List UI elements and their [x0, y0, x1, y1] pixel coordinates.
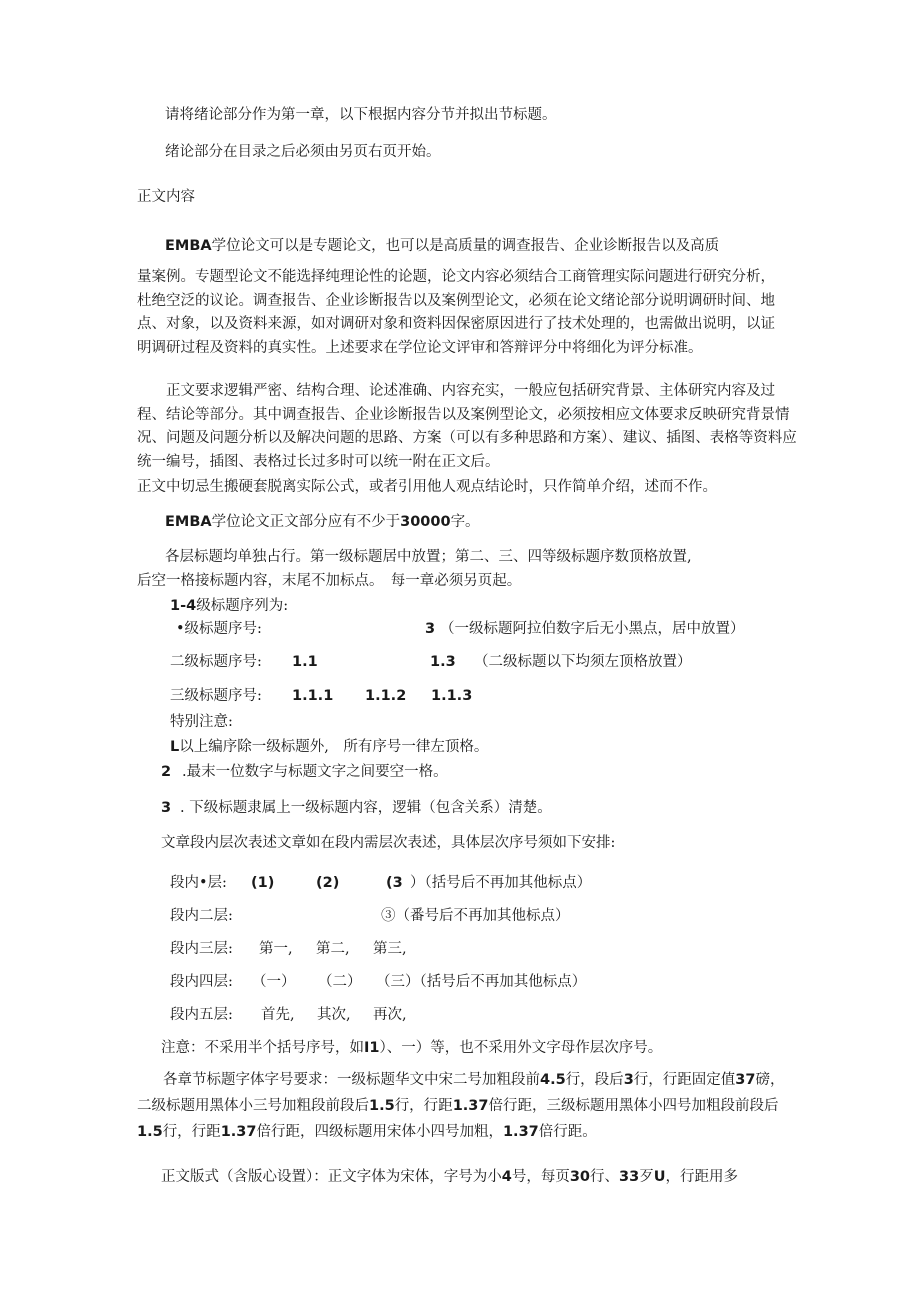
- font-requirements: [137, 1067, 792, 1145]
- font-req-text-5: 行，行距: [394, 1098, 453, 1114]
- font-req-num-7: 1.37: [220, 1124, 257, 1140]
- level3-label: 三级标题序号:: [170, 688, 262, 704]
- font-req-num-1: 4.5: [540, 1072, 566, 1088]
- font-req-text-3: 行，行距固定值: [633, 1072, 736, 1088]
- font-req-num-3: 37: [735, 1072, 756, 1088]
- layout-req-text-4: 歹: [639, 1169, 654, 1185]
- para-level-5-a: 首先,: [261, 1007, 295, 1023]
- para-level-3-b: 第二,: [316, 941, 350, 957]
- para-level-1-b: (2): [316, 875, 340, 891]
- layout-req-text-2: 号，每页: [511, 1169, 570, 1185]
- font-req-num-6: 1.5: [137, 1124, 163, 1140]
- font-req-text-1: 各章节标题字体字号要求：一级标题华文中宋二号加粗段前: [163, 1072, 540, 1088]
- layout-requirements: [161, 1168, 738, 1186]
- layout-req-num-4: U: [653, 1169, 666, 1185]
- font-req-text-9: 倍行距。: [538, 1124, 597, 1140]
- emba-label-2: EMBA: [165, 514, 212, 530]
- para-level-1-a: (1): [251, 875, 275, 891]
- special-note-2-text: .最末一位数字与标题文字之间要空一格。: [182, 764, 448, 780]
- font-req-text-7: 行，行距: [162, 1124, 221, 1140]
- layout-req-num-3: 33: [619, 1169, 640, 1185]
- para3-body: 正文中切忌生搬硬套脱离实际公式，或者引用他人观点结论时，只作简单介绍，述而不作。: [137, 479, 717, 495]
- para4-number: 30000: [400, 514, 451, 530]
- note-post: ）、一）等，也不采用外文字母作层次序号。: [379, 1040, 663, 1056]
- para-level-1-c-note: ）（括号后不再加其他标点）: [410, 875, 592, 891]
- para-level-4-label: 段内四层:: [170, 974, 233, 990]
- intro-line-2: 绪论部分在目录之后必须由另页右页开始。: [165, 144, 441, 160]
- heading-seq-title-text: 级标题序列为:: [196, 598, 289, 614]
- layout-req-text-1: 正文版式（含版心设置）：正文字体为宋体，字号为小: [161, 1169, 502, 1185]
- note-line: [161, 1039, 662, 1057]
- special-note-3-text: . 下级标题隶属上一级标题内容，逻辑（包含关系）清楚。: [180, 800, 552, 816]
- font-req-num-2: 3: [623, 1072, 634, 1088]
- level1-label: •级标题序号:: [176, 621, 262, 637]
- note-bold-1: I: [364, 1040, 370, 1056]
- para-level-3-a: 第一,: [259, 941, 293, 957]
- section-title: 正文内容: [137, 189, 195, 205]
- level3-number-a: 1.1.1: [292, 688, 334, 704]
- note-bold-2: 1: [369, 1040, 380, 1056]
- font-req-num-4: 1.5: [369, 1098, 395, 1114]
- para1-first-text: 学位论文可以是专题论文，也可以是高质量的调查报告、企业诊断报告以及高质: [211, 238, 720, 254]
- para-level-2-text: ③（番号后不再加其他标点）: [381, 908, 570, 924]
- font-req-text-4: 磅，二级标题用黑体小三号加粗段前段后: [137, 1072, 785, 1114]
- para2-body: 正文要求逻辑严密、结构合理、论述准确、内容充实，一般应包括研究背景、主体研究内容及过程、结论等部分。其中调查报告、企业诊断报告以及案例型论文，必须按相应文体要求反映研究背景情况、问题及问题分析以及解决问题的思路、方案（可以有多种思路和方案）、建议、插图、表格等资料应统一编号，插图、表格过长过多时可以统一附在正文后。: [137, 383, 797, 470]
- level2-note: （二级标题以下均须左顶格放置）: [474, 654, 692, 670]
- para1-first-line: [165, 237, 719, 255]
- para-level-3-c: 第三,: [373, 941, 407, 957]
- special-note-title: 特别注意:: [170, 714, 233, 730]
- para4-mid: 学位论文正文部分应有不少于: [211, 514, 401, 530]
- font-req-num-5: 1.37: [452, 1098, 489, 1114]
- font-req-text-2: 行，段后: [565, 1072, 624, 1088]
- para-level-5-b: 其次,: [317, 1007, 351, 1023]
- level1-note: （一级标题阿拉伯数字后无小黑点，居中放置）: [440, 621, 745, 637]
- layout-req-text-3: 行、: [590, 1169, 620, 1185]
- heading-seq-title: [170, 597, 288, 615]
- para-levels-intro: 文章段内层次表述文章如在段内需层次表述，具体层次序号须如下安排:: [161, 835, 616, 851]
- level2-number-b: 1.3: [430, 654, 456, 670]
- para-level-1-c-number: (3: [386, 875, 403, 891]
- note-pre: 注意：不采用半个括号序号，如: [161, 1040, 364, 1056]
- para-level-3-label: 段内三层:: [170, 941, 233, 957]
- font-req-text-8: 倍行距，四级标题用宋体小四号加粗，: [256, 1124, 503, 1140]
- para-level-1-label: 段内•层:: [170, 875, 227, 891]
- font-req-num-8: 1.37: [502, 1124, 539, 1140]
- para-level-4-b: （二）: [318, 974, 362, 990]
- layout-req-num-1: 4: [501, 1169, 512, 1185]
- para4-end: 字。: [450, 514, 480, 530]
- font-req-text-6: 倍行距，三级标题用黑体小四号加粗段前段后: [488, 1098, 779, 1114]
- layout-req-num-2: 30: [569, 1169, 591, 1185]
- para5-line-1: 各层标题均单独占行。第一级标题居中放置；第二、三、四等级标题序数顶格放置,: [165, 549, 692, 565]
- para1-body: 量案例。专题型论文不能选择纯理论性的论题，论文内容必须结合工商管理实际问题进行研究分析，杜绝空泛的议论。调查报告、企业诊断报告以及案例型论文，必须在论文绪论部分说明调研时间、地点、对象，以及资料来源，如对调研对象和资料因保密原因进行了技术处理的，也需做出说明，以证明调研过程及资料的真实性。上述要求在学位论文评审和答辩评分中将细化为评分标准。: [137, 269, 775, 356]
- intro-line-1: 请将绪论部分作为第一章，以下根据内容分节并拟出节标题。: [165, 107, 557, 123]
- para-level-5-label: 段内五层:: [170, 1007, 233, 1023]
- emba-label: EMBA: [165, 238, 212, 254]
- level2-label: 二级标题序号:: [170, 654, 262, 670]
- special-note-1-text: 以上编序除一级标题外, 所有序号一律左顶格。: [179, 739, 489, 755]
- level1-number: 3: [425, 621, 436, 637]
- para-level-4-c: （三）（括号后不再加其他标点）: [376, 974, 587, 990]
- para4-body: [165, 513, 480, 531]
- heading-seq-range: 1-4: [170, 598, 197, 614]
- level3-number-b: 1.1.2: [365, 688, 407, 704]
- para-level-4-a: （一）: [252, 974, 296, 990]
- para-level-2-label: 段内二层:: [170, 908, 233, 924]
- special-note-1: [170, 738, 488, 756]
- level3-number-c: 1.1.3: [431, 688, 473, 704]
- special-note-2-number: 2: [161, 764, 172, 780]
- layout-req-text-5: ，行距用多: [665, 1169, 738, 1185]
- para-level-5-c: 再次,: [373, 1007, 407, 1023]
- level2-number-a: 1.1: [292, 654, 318, 670]
- special-note-3-number: 3: [161, 800, 172, 816]
- special-note-1-number: L: [170, 739, 180, 755]
- para5-line-2: 后空一格接标题内容，末尾不加标点。 每一章必须另页起。: [137, 573, 522, 589]
